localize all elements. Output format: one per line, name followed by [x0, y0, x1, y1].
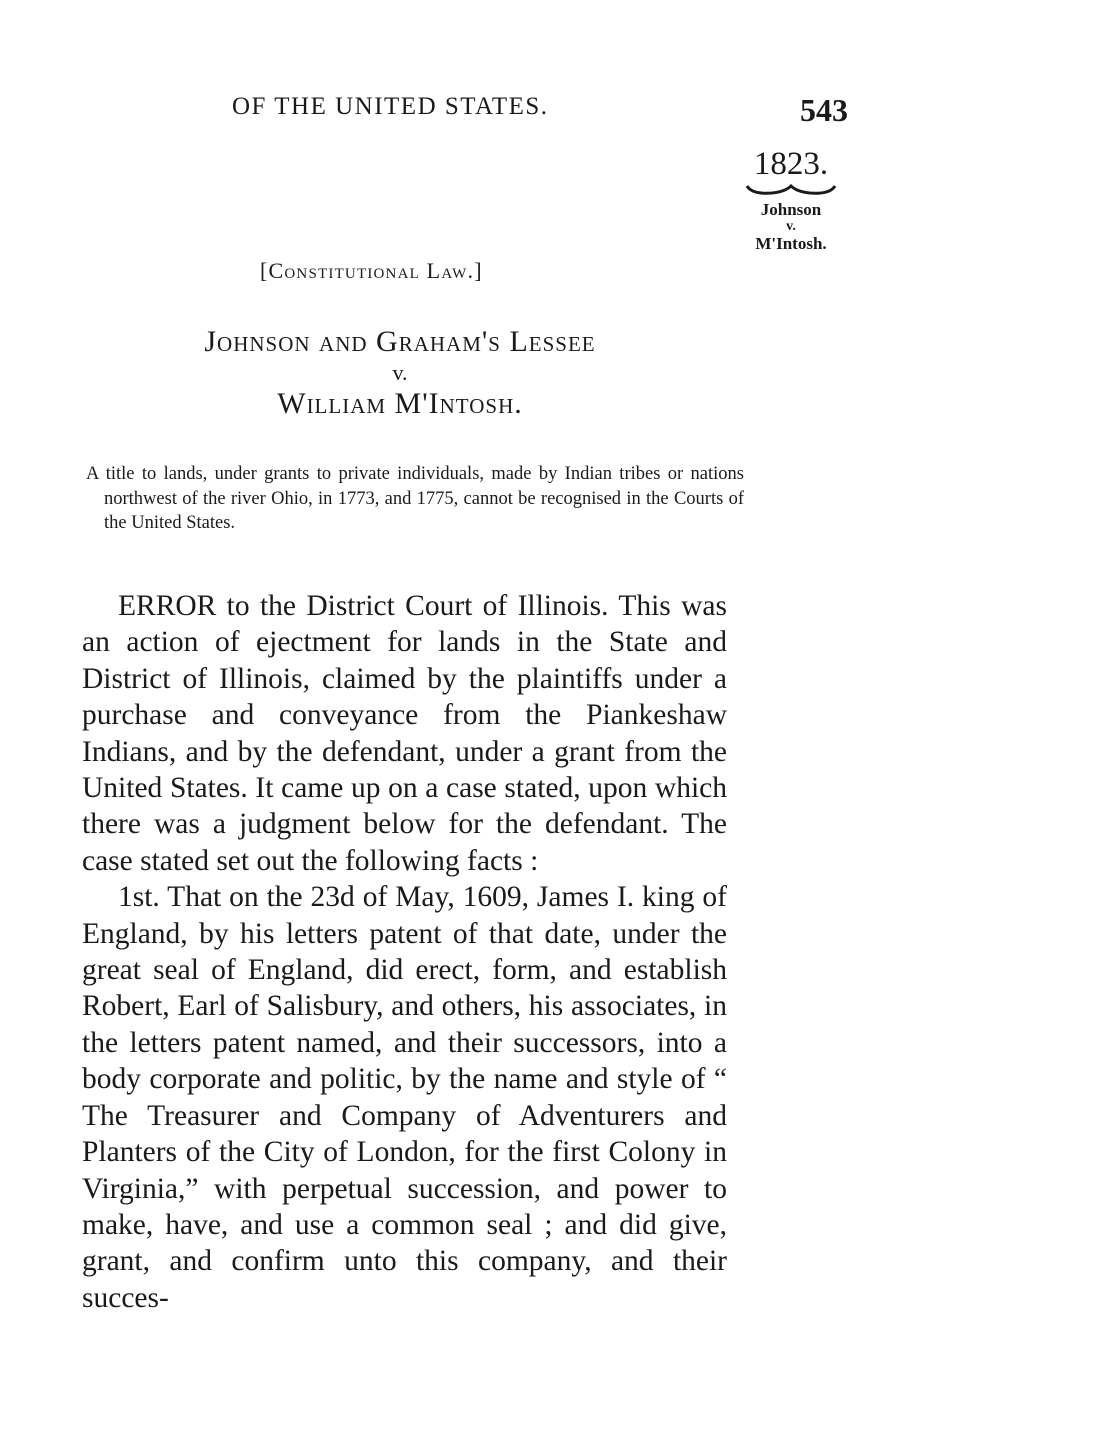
running-head: OF THE UNITED STATES. [232, 93, 549, 120]
headnote: A title to lands, under grants to private individuals, made by Indian tribes or nations northwest of the river Ohio, in 1773, and 1775, cannot be recognised in the Courts of the United States. [86, 464, 744, 534]
margin-party-2: M'Intosh. [755, 234, 827, 253]
brace-ornament [745, 184, 837, 198]
page-number: 543 [800, 92, 848, 128]
caption-versus: v. [392, 360, 408, 385]
body-text [82, 588, 727, 1316]
paragraph-first-fact: 1st. That on the 23d of May, 1609, James I. king of England, by his letters patent of that date, under the great seal of England, did erect, form, and establish Robert, Earl of Salisbury, and others, his associates, in the letters patent named, and their successors, into a body corporate and politic, by the name and style of “ The Treasurer and Company of Adventurers and Planters of the City of London, for the first Colony in Virginia,” with perpetual succession, and power to make, have, and use a common seal ; and did give, grant, and confirm unto this company, and their succes- [82, 881, 727, 1314]
paragraph-error: ERROR to the District Court of Illinois. This was an action of ejectment for lands in the State and District of Illinois, claimed by the plaintiffs under a purchase and conveyance from the Piankeshaw Indians, and by the defendant, under a grant from the United States. It came up on a case stated, upon which there was a judgment below for the defendant. The case stated set out the following facts : [82, 590, 727, 877]
caption-defendant: William M'Intosh. [277, 387, 523, 420]
margin-year: 1823. [753, 146, 829, 182]
margin-versus: v. [786, 219, 796, 234]
subject-heading: [Constitutional Law.] [260, 258, 483, 283]
caption-plaintiff: Johnson and Graham's Lessee [204, 325, 596, 358]
margin-party-1: Johnson [760, 200, 822, 219]
margin-note [736, 146, 846, 254]
case-caption [160, 323, 640, 423]
